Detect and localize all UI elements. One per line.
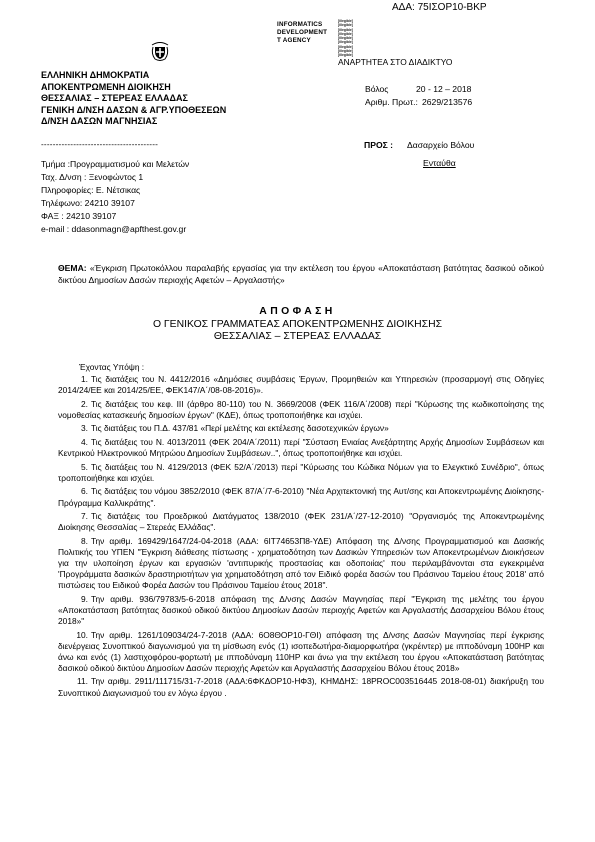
decision-heading bbox=[0, 306, 595, 344]
contact-phone: Τηλέφωνο: 24210 39107 bbox=[41, 198, 135, 209]
agency-small-line: [illegible] bbox=[338, 53, 353, 58]
agency-small-line: [illegible] bbox=[338, 40, 353, 45]
agency-small-line: [illegible] bbox=[338, 27, 353, 32]
item-number: 3. bbox=[81, 423, 88, 434]
recipient-local-note: Ενταύθα bbox=[423, 158, 456, 168]
item-number: 7. bbox=[81, 511, 88, 522]
considering-item bbox=[58, 536, 544, 591]
decision-issuer: Ο ΓΕΝΙΚΟΣ ΓΡΑΜΜΑΤΕΑΣ ΑΠΟΚΕΝΤΡΩΜΕΝΗΣ ΔΙΟΙΚΗΣΗΣ bbox=[152, 318, 443, 330]
header-separator: ---------------------------------------- bbox=[41, 140, 159, 149]
considering-item bbox=[58, 511, 544, 533]
item-text: Τις διατάξεις του νόμου 3852/2010 (ΦΕΚ 87/Α΄/7-6-2010) "Νέα Αρχιτεκτονική της Αυτ/σης και Αποκεντρωμένης Διοίκησης- Πρόγραμμα Καλλικράτης". bbox=[58, 486, 544, 508]
agency-small-line: [illegible] bbox=[338, 31, 353, 36]
agency-small-line: [illegible] bbox=[338, 23, 353, 28]
considering-item bbox=[58, 437, 544, 459]
decision-body bbox=[58, 362, 544, 701]
item-number: 6. bbox=[81, 486, 88, 497]
item-text: Τις διατάξεις του Ν. 4013/2011 (ΦΕΚ 204/Α΄/2011) περί "Σύσταση Ενιαίας Ανεξάρτητης Αρχής Δημοσίων Συμβάσεων και Κεντρικού Ηλεκτρονικού Μητρώου Δημοσίων Συμβάσεων..", όπως τροποποιήθηκε και ισχύει. bbox=[58, 437, 544, 459]
header-line: Δ/ΝΣΗ ΔΑΣΩΝ ΜΑΓΝΗΣΙΑΣ bbox=[41, 116, 158, 127]
considering-item bbox=[58, 676, 544, 698]
item-number: 8. bbox=[81, 535, 88, 546]
greek-emblem-icon bbox=[149, 41, 171, 63]
item-number: 5. bbox=[81, 461, 88, 472]
contact-person: Πληροφορίες: Ε. Νέτσικας bbox=[41, 185, 141, 196]
item-text: Την αριθμ. 936/79783/5-6-2018 απόφαση της Δ/νσης Δασών Μαγνησίας περί "Έγκριση της μελέτης του έργου «Αποκατάσταση βατότητας δασικού οδικού δικτύου Δημοσίων Δασών περιοχής Αφετών και Αργαλαστής Δασαρχείου Βόλου έτους 2018»" bbox=[58, 593, 544, 626]
agency-line-2: DEVELOPMENT bbox=[277, 29, 328, 36]
considering-item bbox=[58, 399, 544, 421]
header-line: ΘΕΣΣΑΛΙΑΣ – ΣΤΕΡΕΑΣ ΕΛΛΑΔΑΣ bbox=[41, 93, 188, 104]
item-text: Τις διατάξεις του Ν. 4129/2013 (ΦΕΚ 52/Α΄/2013) περί "Κύρωσης του Κώδικα Νόμων για το Ελεγκτικό Συνέδριο", όπως τροποποιήθηκε και ισχύει. bbox=[58, 461, 544, 483]
agency-small-line: [illegible] bbox=[338, 36, 353, 41]
considering-item bbox=[58, 594, 544, 627]
item-text: Τις διατάξεις του Προεδρικού Διατάγματος 138/2010 (ΦΕΚ 231/Α΄/27-12-2010) "Οργανισμός της Αποκεντρωμένης Διοίκησης Θεσσαλίας – Στερεάς Ελλάδας". bbox=[58, 511, 544, 533]
protocol-label: Αριθμ. Πρωτ.: bbox=[365, 97, 418, 107]
item-text: Την αριθμ. 169429/1647/24-04-2018 (ΑΔΑ: 6ΙΤ74653Π8-ΥΔΕ) Απόφαση της Δ/νσης Προγραμματισμού και Δασικής Πολιτικής του ΥΠΕΝ "Έγκριση διάθεσης πίστωσης - χρηματοδότηση των Δασικών Υπηρεσιών των Αποκεντρωμένων Διοικήσεων για την υλοποίηση έργων και εργασιών 'αντιπυρικής προστασίας και οδοποιίας' που περιλαμβάνονται στα εγκεκριμένα 'Προγράμματα δασικών δραστηριοτήτων για χρηματοδότηση από τον Ειδικό φορέα δασών του Πράσινου Ταμείου έτους 2018' από πιστώσεις του Ειδικού Φορέα Δασών του Πράσινου Ταμείου έτους 2018". bbox=[58, 535, 544, 591]
item-number: 10. bbox=[76, 629, 88, 640]
header-line: ΓΕΝΙΚΗ Δ/ΝΣΗ ΔΑΣΩΝ & ΑΓΡ.ΥΠΟΘΕΣΕΩΝ bbox=[41, 104, 227, 115]
contact-department: Τμήμα :Προγραμματισμού και Μελετών bbox=[41, 159, 190, 169]
considering-item bbox=[58, 374, 544, 396]
considering-intro: Έχοντας Υπόψη : bbox=[79, 362, 145, 372]
item-number: 9. bbox=[81, 593, 88, 604]
item-number: 2. bbox=[81, 398, 88, 409]
item-number: 1. bbox=[81, 374, 88, 385]
considering-item bbox=[58, 423, 544, 434]
agency-small-text bbox=[338, 19, 353, 58]
agency-logo-text bbox=[277, 21, 327, 45]
protocol-value: 2629/213576 bbox=[422, 97, 473, 107]
recipient bbox=[364, 140, 474, 150]
item-text: Την αριθμ. 2911/111715/31-7-2018 (ΑΔΑ:6ΦΚΔΟΡ10-ΗΦ3), ΚΗΜΔΗΣ: 18PROC003516445 2018-08-01) διακήρυξη του Συνοπτικού Διαγωνισμού του εν λόγω έργου . bbox=[58, 676, 544, 698]
date-value: 20 - 12 – 2018 bbox=[416, 84, 472, 94]
document-meta bbox=[365, 83, 472, 109]
subject bbox=[58, 262, 544, 287]
item-text: Τις διατάξεις του κεφ. ΙΙΙ (άρθρο 80-110) του Ν. 3669/2008 (ΦΕΚ 116/Α΄/2008) περί "Κύρωσης της κωδικοποίησης της νομοθεσίας κατασκευής δημοσίων έργων" (ΚΔΕ), όπως τροποποιήθηκε και ισχύει. bbox=[58, 398, 544, 420]
decision-region: ΘΕΣΣΑΛΙΑΣ – ΣΤΕΡΕΑΣ ΕΛΛΑΔΑΣ bbox=[213, 331, 382, 343]
agency-small-line: [illegible] bbox=[338, 49, 353, 54]
agency-small-line: [illegible] bbox=[338, 44, 353, 49]
ada-code: ΑΔΑ: 75ΙΣΟΡ10-ΒΚΡ bbox=[392, 2, 487, 13]
agency-line-3: T AGENCY bbox=[277, 37, 311, 44]
contact-fax: ΦΑΞ : 24210 39107 bbox=[41, 211, 117, 222]
contact-email: e-mail : ddasonmagn@apfthest.gov.gr bbox=[41, 224, 187, 235]
header-line: ΕΛΛΗΝΙΚΗ ΔΗΜΟΚΡΑΤΙΑ bbox=[41, 70, 150, 80]
contact-info bbox=[41, 158, 189, 237]
issuer-header bbox=[41, 70, 226, 128]
place-label: Βόλος bbox=[365, 84, 389, 94]
agency-small-line: [illegible] bbox=[338, 19, 353, 23]
subject-label: ΘΕΜΑ: bbox=[58, 263, 87, 273]
item-text: Τις διατάξεις του Ν. 4412/2016 «Δημόσιες συμβάσεις Έργων, Προμηθειών και Υπηρεσιών (προσαρμογή στις Οδηγίες 2014/24/ΕΕ και 2014/25/ΕΕ, ΦΕΚ147/Α΄/08-08-2016)». bbox=[58, 374, 544, 396]
item-text: Την αριθμ. 1261/109034/24-7-2018 (ΑΔΑ: 6Ο8ΘΟΡ10-ΓΘΙ) απόφαση της Δ/νσης Δασών Μαγνησίας περί έγκρισης διενέργειας Συνοπτικού διαγωνισμού για τη μίσθωση ενός (1) ισοπεδωτήρα-διαμορφωτήρα (γκρέιντερ) με ιπποδύναμη 100ΗΡ και άνω και ενός (1) λαστιχοφόρου-φορτωτή με ιπποδύναμη 110ΗΡ και άνω για την εκτέλεση του έργου «Αποκατάσταση βατότητας δασικού οδικού δικτύου Δημοσίων Δασών περιοχής Αφετών και Αργαλαστής Δασαρχείου Βόλου έτους 2018» bbox=[58, 629, 544, 673]
item-text: Τις διατάξεις του Π.Δ. 437/81 «Περί μελέτης και εκτέλεσης δασοτεχνικών έργων» bbox=[91, 423, 389, 434]
recipient-label: ΠΡΟΣ : bbox=[364, 140, 394, 150]
header-line: ΑΠΟΚΕΝΤΡΩΜΕΝΗ ΔΙΟΙΚΗΣΗ bbox=[41, 81, 171, 92]
decision-title: ΑΠΟΦΑΣΗ bbox=[259, 306, 336, 317]
recipient-value: Δασαρχείο Βόλου bbox=[407, 140, 475, 150]
agency-line-1: INFORMATICS bbox=[277, 21, 323, 28]
publish-online-note: ΑΝΑΡΤΗΤΕΑ ΣΤΟ ΔΙΑΔΙΚΤΥΟ bbox=[338, 57, 453, 67]
considering-item bbox=[58, 462, 544, 484]
considering-item bbox=[58, 630, 544, 674]
contact-address: Ταχ. Δ/νση : Ξενοφώντος 1 bbox=[41, 172, 144, 183]
subject-text: «Έγκριση Πρωτοκόλλου παραλαβής εργασίας για την εκτέλεση του έργου «Αποκατάσταση βατότητας δασικού οδικού δικτύου Δημοσίων Δασών περιοχής Αφετών – Αργαλαστής» bbox=[58, 263, 544, 286]
item-number: 4. bbox=[81, 437, 88, 448]
item-number: 11. bbox=[76, 676, 88, 687]
considering-item bbox=[58, 486, 544, 508]
